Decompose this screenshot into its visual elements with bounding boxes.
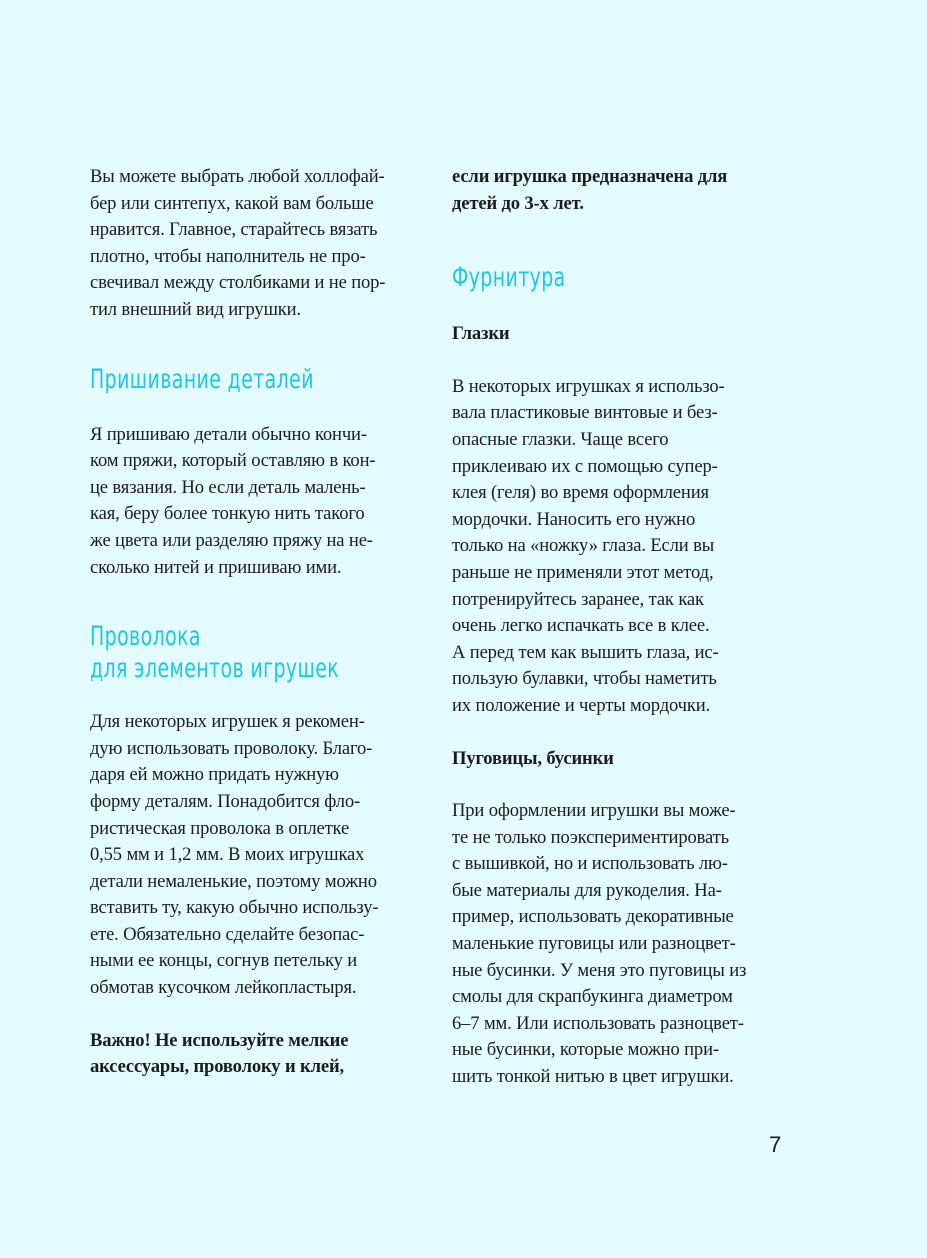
subheading-eyes: Глазки bbox=[452, 323, 510, 345]
text-line: ными ее концы, согнув петельку и bbox=[90, 950, 358, 972]
text-line: же цвета или разделяю пряжу на не- bbox=[90, 529, 373, 551]
text-line: раньше не применяли этот метод, bbox=[452, 561, 714, 583]
text-line: 0,55 мм и 1,2 мм. В моих игрушках bbox=[90, 844, 365, 866]
text-line: вставить ту, какую обычно использу- bbox=[90, 897, 379, 919]
text-line: приклеиваю их с помощью супер- bbox=[452, 455, 718, 477]
warning-continuation bbox=[452, 164, 792, 217]
text-line: их положение и черты мордочки. bbox=[452, 694, 711, 716]
text-line: кая, беру более тонкую нить такого bbox=[90, 503, 365, 525]
text-line: аксессуары, проволоку и клей, bbox=[90, 1056, 345, 1078]
text-line: Я пришиваю детали обычно кончи- bbox=[90, 423, 367, 445]
text-line: При оформлении игрушки вы може- bbox=[452, 800, 736, 822]
text-line: бые материалы для рукоделия. На- bbox=[452, 879, 722, 901]
text-line: если игрушка предназначена для bbox=[452, 166, 728, 187]
text-line: Вы можете выбрать любой холлофай- bbox=[90, 166, 385, 187]
text-line: детали немаленькие, поэтому можно bbox=[90, 870, 377, 892]
text-line: свечивал между столбиками и не пор- bbox=[90, 272, 386, 294]
text-line: ные бусинки. У меня это пуговицы из bbox=[452, 959, 747, 981]
text-line: маленькие пуговицы или разноцвет- bbox=[452, 933, 736, 955]
text-line: с вышивкой, но и использовать лю- bbox=[452, 853, 728, 875]
warning-paragraph bbox=[90, 1028, 425, 1081]
text-line: детей до 3-х лет. bbox=[452, 192, 584, 214]
text-line: вала пластиковые винтовые и без- bbox=[452, 402, 718, 424]
text-line: мордочки. Наносить его нужно bbox=[452, 508, 696, 530]
buttons-paragraph bbox=[452, 798, 792, 1091]
page-number: 7 bbox=[769, 1132, 782, 1157]
text-line: ристическая проволока в оплетке bbox=[90, 817, 350, 839]
text-line: Важно! Не используйте мелкие bbox=[90, 1029, 349, 1051]
text-line: те не только поэкспериментировать bbox=[452, 826, 729, 848]
eyes-paragraph bbox=[452, 374, 792, 720]
heading-wire-line2: для элементов игрушек bbox=[90, 653, 340, 685]
text-line: шить тонкой нитью в цвет игрушки. bbox=[452, 1066, 734, 1088]
text-line: только на «ножку» глаза. Если вы bbox=[452, 535, 715, 557]
text-line: А перед тем как вышить глаза, ис- bbox=[452, 641, 719, 663]
text-line: бер или синтепух, какой вам больше bbox=[90, 192, 374, 214]
text-line: 6–7 мм. Или использовать разноцвет- bbox=[452, 1012, 744, 1034]
text-line: очень легко испачкать все в клее. bbox=[452, 615, 710, 637]
heading-wire-line1: Проволока bbox=[90, 621, 201, 653]
subheading-buttons: Пуговицы, бусинки bbox=[452, 747, 614, 769]
text-line: пример, использовать декоративные bbox=[452, 906, 734, 928]
text-line: дую использовать проволоку. Благо- bbox=[90, 737, 373, 759]
text-line: форму деталям. Понадобится фло- bbox=[90, 790, 361, 812]
text-line: смолы для скрапбукинга диаметром bbox=[452, 986, 733, 1008]
heading-sewing: Пришивание деталей bbox=[90, 363, 314, 395]
text-line: пользую булавки, чтобы наметить bbox=[452, 668, 717, 690]
intro-paragraph bbox=[90, 164, 425, 324]
heading-wire bbox=[90, 621, 425, 685]
text-line: даря ей можно придать нужную bbox=[90, 764, 339, 786]
text-line: ком пряжи, который оставляю в кон- bbox=[90, 450, 376, 472]
right-column bbox=[452, 164, 792, 1091]
wire-paragraph bbox=[90, 709, 425, 1002]
text-line: В некоторых игрушках я использо- bbox=[452, 375, 725, 397]
text-line: це вязания. Но если деталь малень- bbox=[90, 476, 366, 498]
text-line: обмотав кусочком лейкопластыря. bbox=[90, 977, 357, 999]
left-column bbox=[90, 164, 425, 1081]
text-line: ете. Обязательно сделайте безопас- bbox=[90, 923, 365, 945]
sewing-paragraph bbox=[90, 422, 425, 582]
text-line: нравится. Главное, старайтесь вязать bbox=[90, 219, 378, 241]
text-line: потренируйтесь заранее, так как bbox=[452, 588, 704, 610]
text-line: Для некоторых игрушек я рекомен- bbox=[90, 711, 365, 733]
text-line: клея (геля) во время оформления bbox=[452, 482, 709, 504]
text-line: опасные глазки. Чаще всего bbox=[452, 428, 669, 450]
text-line: плотно, чтобы наполнитель не про- bbox=[90, 245, 366, 267]
text-line: ные бусинки, которые можно при- bbox=[452, 1039, 719, 1061]
text-line: сколько нитей и пришиваю ими. bbox=[90, 556, 342, 578]
text-line: тил внешний вид игрушки. bbox=[90, 298, 301, 320]
heading-furniture: Фурнитура bbox=[452, 262, 566, 294]
